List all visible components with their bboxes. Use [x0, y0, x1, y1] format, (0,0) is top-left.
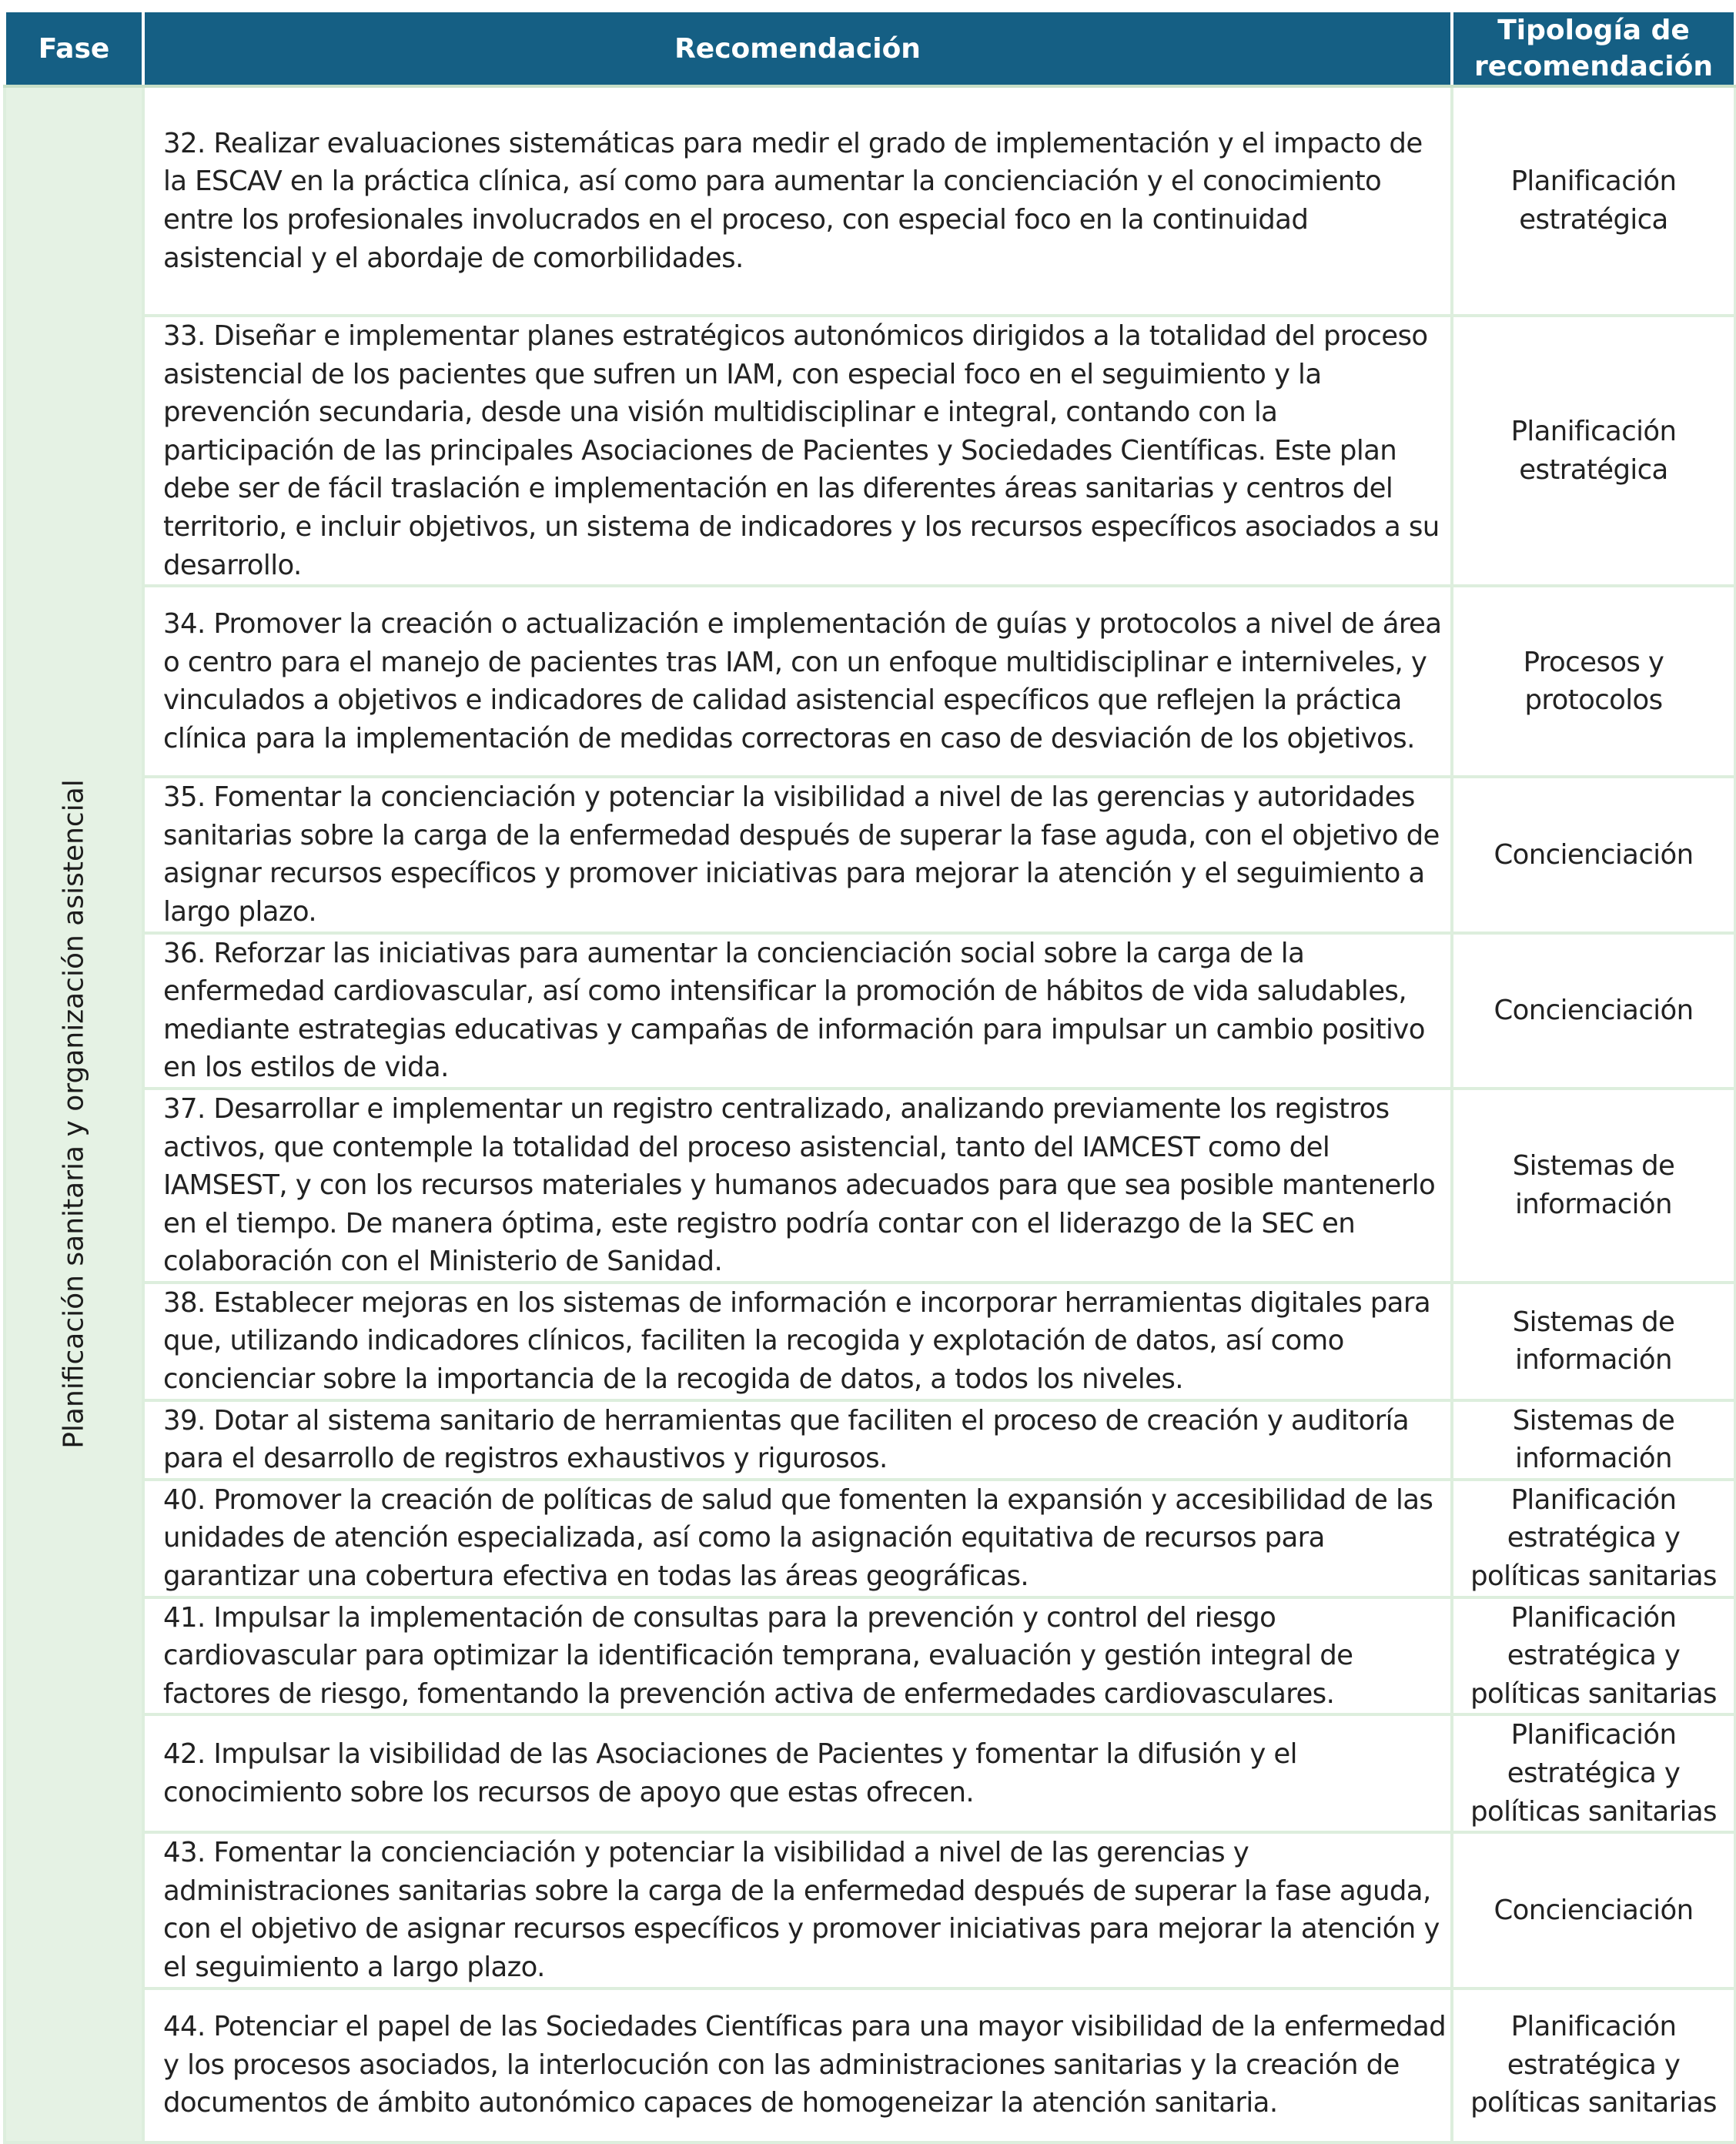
table-row: [5, 586, 1735, 777]
table-row: [5, 1988, 1735, 2142]
recommendation-type: Planificación estratégica: [1452, 86, 1735, 316]
table-row: [5, 1283, 1735, 1400]
recommendation-type: Concienciación: [1452, 777, 1735, 932]
recommendation-type: Procesos y protocolos: [1452, 586, 1735, 777]
recommendation-type: Planificación estratégica y políticas sanitarias: [1452, 1480, 1735, 1597]
recommendation-type: Concienciación: [1452, 933, 1735, 1089]
recommendation-text: 44. Potenciar el papel de las Sociedades Científicas para una mayor visibilidad de la enfermedad y los procesos asociados, la interlocución con las administraciones sanitarias y la creación de documentos de ámbito autonómico capaces de homogeneizar la atención sanitaria.: [143, 1988, 1452, 2142]
table-row: [5, 1832, 1735, 1988]
table-row: [5, 777, 1735, 932]
table-row: [5, 933, 1735, 1089]
recommendations-table: [3, 9, 1736, 2144]
table-row: [5, 316, 1735, 586]
recommendation-text: 38. Establecer mejoras en los sistemas de información e incorporar herramientas digitales para que, utilizando indicadores clínicos, faciliten la recogida y explotación de datos, así como concienciar sobre la importancia de la recogida de datos, a todos los niveles.: [143, 1283, 1452, 1400]
recommendation-text: 35. Fomentar la concienciación y potenciar la visibilidad a nivel de las gerencias y autoridades sanitarias sobre la carga de la enfermedad después de superar la fase aguda, con el objetivo de asignar recursos específicos y promover iniciativas para mejorar la atención y el seguimiento a largo plazo.: [143, 777, 1452, 932]
table-row: [5, 1597, 1735, 1715]
phase-cell: [5, 86, 143, 2142]
table-row: [5, 86, 1735, 316]
recommendation-type: Sistemas de información: [1452, 1089, 1735, 1283]
recommendation-type: Sistemas de información: [1452, 1400, 1735, 1480]
table-row: [5, 1714, 1735, 1832]
header-phase: Fase: [5, 11, 143, 86]
recommendation-type: Concienciación: [1452, 1832, 1735, 1988]
recommendation-text: 33. Diseñar e implementar planes estratégicos autonómicos dirigidos a la totalidad del proceso asistencial de los pacientes que sufren un IAM, con especial foco en el seguimiento y la prevención secundaria, desde una visión multidisciplinar e integral, contando con la participación de las principales Asociaciones de Pacientes y Sociedades Científicas. Este plan debe ser de fácil traslación e implementación en las diferentes áreas sanitarias y centros del territorio, e incluir objetivos, un sistema de indicadores y los recursos específicos asociados a su desarrollo.: [143, 316, 1452, 586]
recommendation-text: 37. Desarrollar e implementar un registro centralizado, analizando previamente los registros activos, que contemple la totalidad del proceso asistencial, tanto del IAMCEST como del IAMSEST, y con los recursos materiales y humanos adecuados para que sea posible mantenerlo en el tiempo. De manera óptima, este registro podría contar con el liderazgo de la SEC en colaboración con el Ministerio de Sanidad.: [143, 1089, 1452, 1283]
phase-label: Planificación sanitaria y organización asistencial: [58, 779, 90, 1450]
header-recommendation: Recomendación: [143, 11, 1452, 86]
recommendation-text: 36. Reforzar las iniciativas para aumentar la concienciación social sobre la carga de la enfermedad cardiovascular, así como intensificar la promoción de hábitos de vida saludables, mediante estrategias educativas y campañas de información para impulsar un cambio positivo en los estilos de vida.: [143, 933, 1452, 1089]
recommendation-text: 43. Fomentar la concienciación y potenciar la visibilidad a nivel de las gerencias y administraciones sanitarias sobre la carga de la enfermedad después de superar la fase aguda, con el objetivo de asignar recursos específicos y promover iniciativas para mejorar la atención y el seguimiento a largo plazo.: [143, 1832, 1452, 1988]
recommendation-text: 32. Realizar evaluaciones sistemáticas para medir el grado de implementación y el impacto de la ESCAV en la práctica clínica, así como para aumentar la concienciación y el conocimiento entre los profesionales involucrados en el proceso, con especial foco en la continuidad asistencial y el abordaje de comorbilidades.: [143, 86, 1452, 316]
recommendation-text: 34. Promover la creación o actualización e implementación de guías y protocolos a nivel de área o centro para el manejo de pacientes tras IAM, con un enfoque multidisciplinar e interniveles, y vinculados a objetivos e indicadores de calidad asistencial específicos que reflejen la práctica clínica para la implementación de medidas correctoras en caso de desviación de los objetivos.: [143, 586, 1452, 777]
table-row: [5, 1089, 1735, 1283]
table-row: [5, 1400, 1735, 1480]
recommendation-text: 42. Impulsar la visibilidad de las Asociaciones de Pacientes y fomentar la difusión y el conocimiento sobre los recursos de apoyo que estas ofrecen.: [143, 1714, 1452, 1832]
recommendation-type: Planificación estratégica: [1452, 316, 1735, 586]
recommendation-type: Sistemas de información: [1452, 1283, 1735, 1400]
header-typology: Tipología de recomendación: [1452, 11, 1735, 86]
recommendation-type: Planificación estratégica y políticas sanitarias: [1452, 1714, 1735, 1832]
header-row: [5, 11, 1735, 86]
recommendation-type: Planificación estratégica y políticas sanitarias: [1452, 1988, 1735, 2142]
recommendation-text: 40. Promover la creación de políticas de salud que fomenten la expansión y accesibilidad de las unidades de atención especializada, así como la asignación equitativa de recursos para garantizar una cobertura efectiva en todas las áreas geográficas.: [143, 1480, 1452, 1597]
table-row: [5, 1480, 1735, 1597]
recommendation-text: 39. Dotar al sistema sanitario de herramientas que faciliten el proceso de creación y auditoría para el desarrollo de registros exhaustivos y rigurosos.: [143, 1400, 1452, 1480]
recommendation-text: 41. Impulsar la implementación de consultas para la prevención y control del riesgo cardiovascular para optimizar la identificación temprana, evaluación y gestión integral de factores de riesgo, fomentando la prevención activa de enfermedades cardiovasculares.: [143, 1597, 1452, 1715]
recommendation-type: Planificación estratégica y políticas sanitarias: [1452, 1597, 1735, 1715]
